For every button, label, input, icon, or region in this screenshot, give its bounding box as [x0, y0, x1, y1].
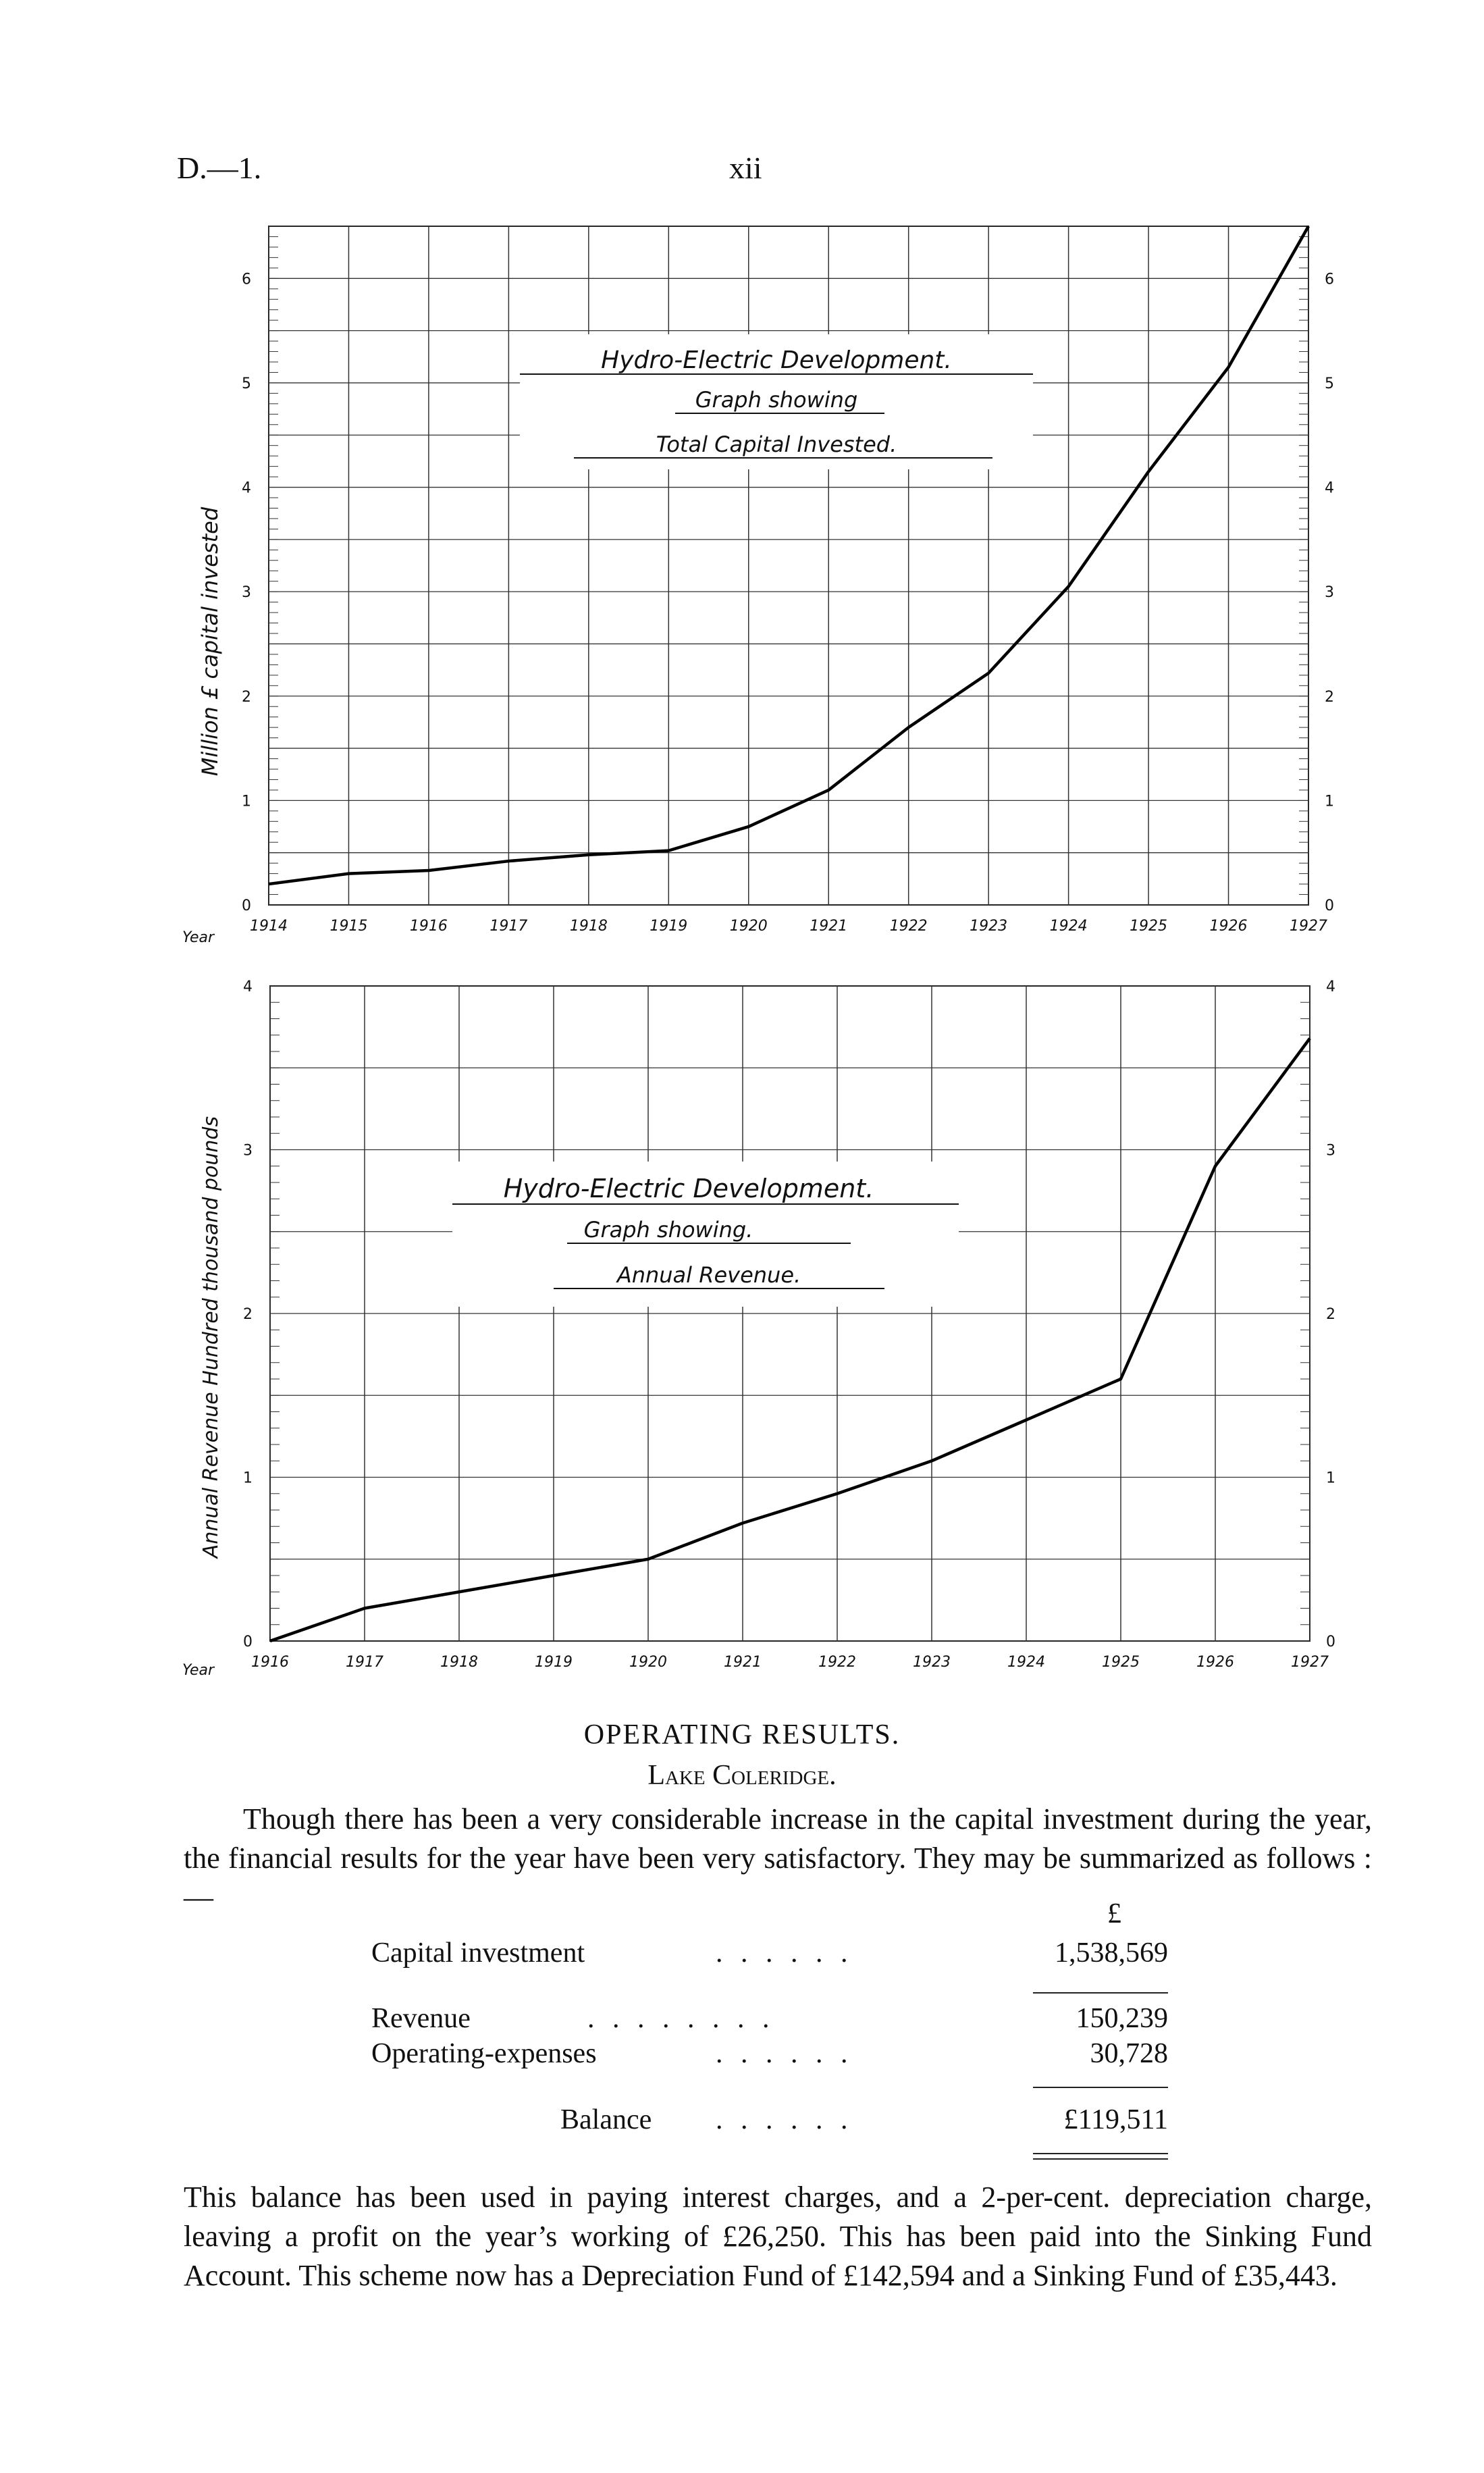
x-tick-label: 1916	[409, 918, 448, 935]
x-tick-label: 1915	[329, 918, 368, 935]
chart-title: Hydro-Electric Development.	[503, 1174, 874, 1203]
y-tick-label-right: 0	[1325, 897, 1334, 914]
x-tick-label: 1919	[535, 1654, 573, 1671]
chart-subject: Total Capital Invested.	[656, 432, 897, 457]
currency-heading: £	[1107, 1898, 1121, 1929]
x-tick-label: 1920	[729, 918, 768, 935]
x-axis-label: Year	[182, 1662, 215, 1679]
y-tick-label-right: 6	[1325, 271, 1334, 288]
chart-subtitle: Graph showing.	[583, 1217, 753, 1243]
y-tick-label-right: 3	[1325, 584, 1334, 602]
y-tick-label-right: 5	[1325, 375, 1334, 392]
row-value: 1,538,569	[1055, 1937, 1168, 1969]
x-tick-label: 1927	[1290, 918, 1327, 935]
y-tick-label-right: 4	[1326, 979, 1335, 995]
y-tick-label-left: 2	[243, 1306, 253, 1323]
y-tick-label-left: 0	[243, 1634, 253, 1650]
row-value: £119,511	[1063, 2104, 1168, 2135]
row-leaders: . . . . . .	[716, 2038, 853, 2069]
x-tick-label: 1917	[346, 1654, 383, 1671]
y-tick-label-left: 4	[243, 979, 253, 995]
table-row	[371, 1937, 1168, 1976]
total-double-rule	[1033, 2153, 1168, 2154]
x-tick-label: 1926	[1209, 918, 1248, 935]
series-line	[269, 226, 1308, 884]
intro-paragraph: Though there has been a very considerable increase in the capital investment during the year, the financial results for the year have been very satisfactory. They may be summarized as follows :—	[184, 1802, 1372, 1914]
x-tick-label: 1920	[629, 1654, 667, 1671]
series-line	[270, 1039, 1310, 1641]
y-tick-label-right: 0	[1326, 1634, 1335, 1650]
sum-rule	[1033, 2087, 1168, 2088]
x-tick-label: 1922	[818, 1654, 856, 1671]
y-tick-label-left: 1	[243, 1469, 253, 1487]
plot-frame	[269, 226, 1308, 905]
row-leaders: . . . . . .	[716, 1937, 853, 1969]
x-tick-label: 1919	[650, 918, 688, 935]
x-tick-label: 1925	[1102, 1654, 1140, 1671]
y-tick-label-right: 2	[1325, 688, 1334, 706]
y-tick-label-left: 3	[243, 1142, 253, 1160]
y-tick-label-left: 6	[242, 271, 251, 288]
capital-invested-chart	[169, 209, 1357, 966]
y-tick-label-right: 1	[1325, 793, 1334, 810]
x-tick-label: 1916	[251, 1654, 289, 1671]
x-tick-label: 1918	[569, 918, 608, 935]
section-title: OPERATING RESULTS.	[583, 1719, 901, 1750]
x-tick-label: 1923	[970, 918, 1008, 935]
y-tick-label-left: 5	[242, 375, 251, 392]
table-row	[371, 2002, 1168, 2041]
row-label: Capital investment	[371, 1937, 585, 1969]
x-tick-label: 1922	[889, 918, 928, 935]
y-tick-label-right: 2	[1326, 1306, 1335, 1323]
x-tick-label: 1917	[489, 918, 528, 935]
x-axis-label: Year	[182, 929, 215, 946]
y-tick-label-left: 1	[242, 793, 251, 810]
y-tick-label-left: 2	[242, 688, 251, 706]
y-tick-label-right: 1	[1326, 1469, 1335, 1487]
x-tick-label: 1924	[1007, 1654, 1045, 1671]
x-tick-label: 1926	[1196, 1654, 1234, 1671]
y-tick-label-right: 4	[1325, 479, 1334, 497]
chart-grid	[269, 226, 1308, 905]
y-tick-label-left: 0	[242, 897, 251, 914]
x-tick-label: 1924	[1049, 918, 1088, 935]
y-tick-label-left: 3	[242, 584, 251, 602]
chart-series-line	[269, 226, 1308, 884]
y-tick-label-left: 4	[242, 479, 251, 497]
row-value: 150,239	[1076, 2003, 1168, 2034]
x-tick-label: 1927	[1291, 1654, 1329, 1671]
annual-revenue-chart	[169, 972, 1357, 1702]
x-tick-label: 1918	[440, 1654, 478, 1671]
row-leaders: . . . . . . . .	[587, 2003, 775, 2034]
x-tick-label: 1925	[1130, 918, 1168, 935]
row-label: Balance	[560, 2104, 652, 2135]
table-row	[371, 2104, 1168, 2143]
y-tick-label-right: 3	[1326, 1142, 1335, 1160]
total-double-rule	[1033, 2158, 1168, 2160]
y-axis-label: Annual Revenue Hundred thousand pounds	[199, 1116, 223, 1559]
row-leaders: . . . . . .	[716, 2104, 853, 2135]
x-tick-label: 1923	[913, 1654, 951, 1671]
x-tick-label: 1921	[724, 1654, 762, 1671]
section-subtitle: Lake Coleridge.	[647, 1760, 837, 1791]
row-label: Operating-expenses	[371, 2038, 597, 2069]
table-row	[371, 2037, 1168, 2077]
chart-subtitle: Graph showing	[695, 387, 858, 413]
chart-title: Hydro-Electric Development.	[601, 346, 952, 374]
chart-subject: Annual Revenue.	[616, 1262, 801, 1288]
closing-paragraph: This balance has been used in paying interest charges, and a 2-per-cent. depreciation charge, leaving a profit on the year’s working of £26,250. This has been paid into the Sinking Fund Account. This scheme now has a Depreciation Fund of £142,594 and a Sinking Fund of £35,443.	[184, 2181, 1372, 2292]
row-value: 30,728	[1090, 2038, 1168, 2069]
chart-series-line	[270, 1039, 1310, 1641]
page-number: xii	[729, 151, 762, 185]
sum-rule	[1033, 1992, 1168, 1994]
chart-grid	[270, 986, 1310, 1641]
page-header-left: D.—1.	[177, 151, 262, 185]
y-axis-label: Million £ capital invested	[197, 506, 223, 777]
x-tick-label: 1914	[250, 918, 288, 935]
row-label: Revenue	[371, 2003, 471, 2034]
x-tick-label: 1921	[810, 918, 848, 935]
